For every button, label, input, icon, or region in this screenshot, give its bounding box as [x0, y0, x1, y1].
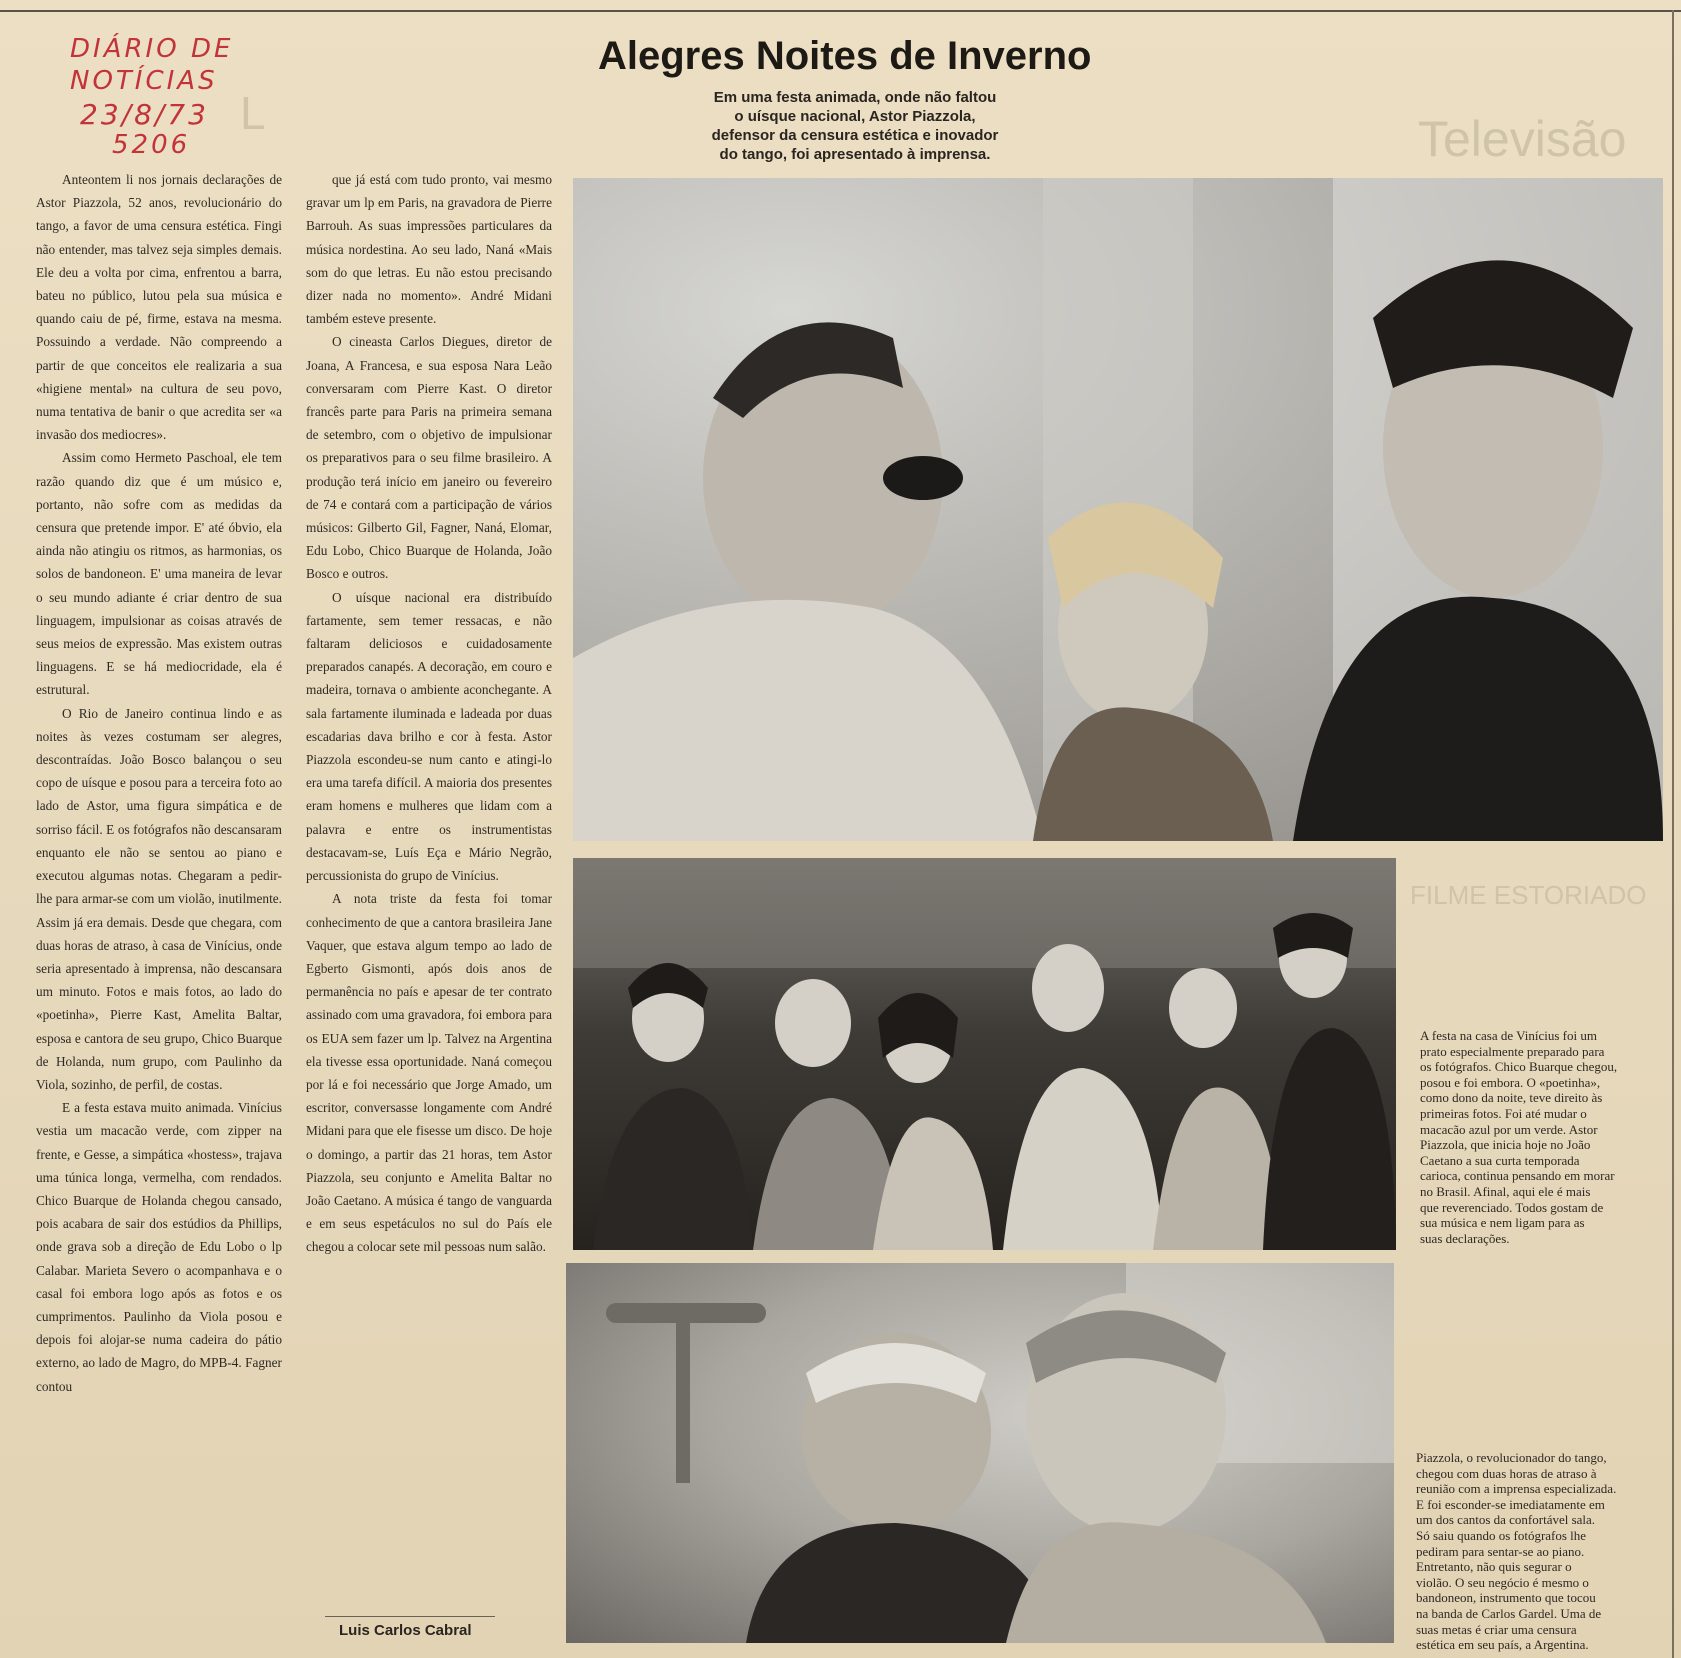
- bleed-through-televisao: Televisão: [1418, 111, 1627, 167]
- subhead-line: do tango, foi apresentado à imprensa.: [719, 146, 991, 163]
- party-photo-two-men-icon: [566, 1263, 1394, 1643]
- handwritten-note-number: 5206: [112, 130, 191, 160]
- paragraph: que já está com tudo pronto, vai mesmo gravar um lp em Paris, na gravadora de Pierre Barrouh. As suas impressões particulares da música nordestina. Ao seu lado, Naná «Mais som do que letras. Eu não estou precisando dizer nada no momento». André Midani também esteve presente.: [306, 172, 552, 327]
- right-rule: [1672, 10, 1674, 1658]
- caption-line: bandoneon, instrumento que tocou: [1416, 1590, 1596, 1606]
- subhead-line: defensor da censura estética e inovador: [711, 127, 999, 144]
- bleed-through-filme: FILME ESTORIADO: [1410, 880, 1647, 910]
- paragraph: A nota triste da festa foi tomar conhecimento de que a cantora brasileira Jane Vaquer, que estava algum tempo ao lado de Egberto Gismonti, após dois anos de permanência no país e apesar de ter contrato assinado com uma gravadora, foi embora para os EUA sem fazer um lp. Talvez na Argentina ela tivesse essa oportunidade. Naná começou por lá e foi necessário que Jorge Amado, um escritor, conversasse longamente com André Midani para que ele fisesse um disco. De hoje o domingo, a partir das 21 horas, tem Astor Piazzola, seu conjunto e Amelita Baltar no João Caetano. A música é tango de vanguarda e em seus espetáculos no sul do País ele chegou a colocar sete mil pessoas num salão.: [306, 891, 552, 1255]
- caption-line: estética em seu país, a Argentina.: [1416, 1637, 1589, 1653]
- caption-line: que reverenciado. Todos gostam de: [1420, 1199, 1604, 1215]
- caption-line: como dono da noite, teve direito às: [1420, 1090, 1603, 1106]
- byline-rule: [325, 1616, 495, 1617]
- subhead-line: o uísque nacional, Astor Piazzola,: [734, 108, 976, 125]
- paragraph: E a festa estava muito animada. Vinícius vestia um macacão verde, com zipper na frente, e Gesse, a simpática «hostess», trajava uma túnica longa, vermelha, com rendados. Chico Buarque de Holanda chegou cansado, pois acabara de sair dos estúdios da Phillips, onde grava sob a direção de Edu Lobo o lp Calabar. Marieta Severo o acompanhava e o casal foi embora logo após as fotos e os cumprimentos. Paulinho da Viola posou e depois foi alojar-se numa cadeira do pátio externo, ao lado de Magro, do MPB-4. Fagner contou: [36, 1100, 282, 1394]
- photo-2-illustration: [573, 858, 1396, 1250]
- caption-line: primeiras fotos. Foi até mudar o: [1420, 1105, 1587, 1121]
- caption-line: os fotógrafos. Chico Buarque chegou,: [1420, 1059, 1618, 1075]
- article-column-1: [36, 168, 282, 1398]
- paragraph: Anteontem li nos jornais declarações de Astor Piazzola, 52 anos, revolucionário do tango, a favor de uma censura estética. Fingi não entender, mas talvez seja simples demais. Ele deu a volta por cima, enfrentou a barra, bateu no público, lutou pela sua música e quando caiu de pé, firme, estava na mesma. Possuindo a verdade. Não compreendo a partir de que conceitos ele realizaria a sua «higiene mental» na cultura de seu povo, numa tentativa de banir o que acredita ser «a invasão dos mediocres».: [36, 172, 282, 443]
- caption-line: suas declarações.: [1420, 1230, 1510, 1246]
- headline: Alegres Noites de Inverno: [598, 34, 1092, 78]
- caption-line: E foi esconder-se imediatamente em: [1416, 1496, 1605, 1512]
- subhead-line: Em uma festa animada, onde não faltou: [713, 89, 997, 106]
- caption-line: sua música e nem ligam para as: [1420, 1215, 1585, 1231]
- caption-line: reunião com a imprensa especializada.: [1416, 1481, 1617, 1497]
- caption-line: Piazzola, o revolucionador do tango,: [1416, 1450, 1607, 1465]
- caption-line: posou e foi embora. O «poetinha»,: [1420, 1074, 1601, 1090]
- party-photo-three-people-icon: [573, 178, 1663, 841]
- caption-line: A festa na casa de Vinícius foi um: [1420, 1028, 1597, 1043]
- bleed-through-letter: L: [240, 87, 266, 139]
- caption-line: Piazzola, que inicia hoje no João: [1420, 1137, 1591, 1153]
- paragraph: O uísque nacional era distribuído fartamente, sem temer ressacas, e não faltaram deliciosos e cuidadosamente preparados canapés. A decoração, em couro e madeira, tornava o ambiente aconchegante. A sala fartamente iluminada e ladeada por duas escadarias dava brilho e cor à festa. Astor Piazzola escondeu-se num canto e atingi-lo era uma tarefa difícil. A maioria dos presentes eram homens e mulheres que lidam com a palavra e entre os instrumentistas destacavam-se, Luís Eça e Mário Negrão, percussionista do grupo de Vinícius.: [306, 589, 552, 884]
- caption-line: pediram para sentar-se ao piano.: [1416, 1543, 1585, 1559]
- byline: Luis Carlos Cabral: [339, 1622, 472, 1639]
- paragraph: O Rio de Janeiro continua lindo e as noites às vezes costumam ser alegres, descontraídas. João Bosco balançou o seu copo de uísque e posou para a terceira foto ao lado de Astor, uma figura simpática e de sorriso fácil. E os fotógrafos não descansaram enquanto ele não se sentou ao piano e executou algumas notas. Chegaram a pedir-lhe para armar-se com um violão, inutilmente. Assim já era demais. Desde que chegara, com duas horas de atraso, à casa de Vinícius, onde seria apresentado à imprensa, não descansara um minuto. Fotos e mais fotos, ao lado do «poetinha», Pierre Kast, Amelita Baltar, esposa e cantora de seu grupo, Chico Buarque de Holanda, num grupo, com Paulinho da Viola, sozinho, de perfil, de costas.: [36, 705, 282, 1092]
- caption-line: Entretanto, não quis segurar o: [1416, 1559, 1572, 1575]
- photo-caption-2: [1416, 1450, 1666, 1653]
- photo-3-illustration: [566, 1263, 1394, 1643]
- handwritten-note-line1: DIÁRIO DE: [70, 34, 234, 64]
- article-column-2: [306, 168, 552, 1259]
- handwritten-note-line2: NOTÍCIAS: [70, 66, 218, 96]
- caption-line: prato especialmente preparado para: [1420, 1043, 1605, 1059]
- paragraph: Assim como Hermeto Paschoal, ele tem razão quando diz que é um músico e, portanto, não sofre com as medidas da censura que pretende impor. E' até óbvio, ela ainda não atingiu os ritmos, as harmonias, os solos de bandoneon. E' uma maneira de levar o seu mundo adiante é criar dentro de sua linguagem, impulsionar as coisas através de seus meios de expressão. Mas existem outras linguagens. E se há mediocridade, ela é estrutural.: [36, 450, 282, 698]
- caption-line: macacão azul por um verde. Astor: [1420, 1121, 1598, 1137]
- photo-caption-1: [1420, 1028, 1666, 1246]
- caption-line: um dos cantos da confortável sala.: [1416, 1512, 1596, 1528]
- caption-line: Caetano a sua curta temporada: [1420, 1152, 1580, 1168]
- photo-1-illustration: [573, 178, 1663, 841]
- party-photo-group-icon: [573, 858, 1396, 1250]
- caption-line: violão. O seu negócio é mesmo o: [1416, 1574, 1589, 1590]
- caption-line: na banda de Carlos Gardel. Uma de: [1416, 1605, 1602, 1621]
- caption-line: chegou com duas horas de atraso à: [1416, 1465, 1597, 1481]
- subheadline: [680, 88, 1030, 164]
- caption-line: carioca, continua pensando em morar: [1420, 1168, 1615, 1184]
- handwritten-note-date: 23/8/73: [80, 98, 209, 131]
- caption-line: suas metas é criar uma censura: [1416, 1621, 1577, 1637]
- caption-line: Só saiu quando os fotógrafos lhe: [1416, 1527, 1587, 1543]
- paragraph: O cineasta Carlos Diegues, diretor de Joana, A Francesa, e sua esposa Nara Leão conversaram com Pierre Kast. O diretor francês parte para Paris na primeira semana de setembro, com o objetivo de impulsionar os preparativos para o seu filme brasileiro. A produção terá início em janeiro ou fevereiro de 74 e contará com a participação de vários músicos: Gilberto Gil, Fagner, Naná, Elomar, Edu Lobo, Chico Buarque de Holanda, João Bosco e outros.: [306, 334, 552, 582]
- caption-line: no Brasil. Afinal, aqui ele é mais: [1420, 1183, 1591, 1199]
- top-rule: [0, 10, 1681, 12]
